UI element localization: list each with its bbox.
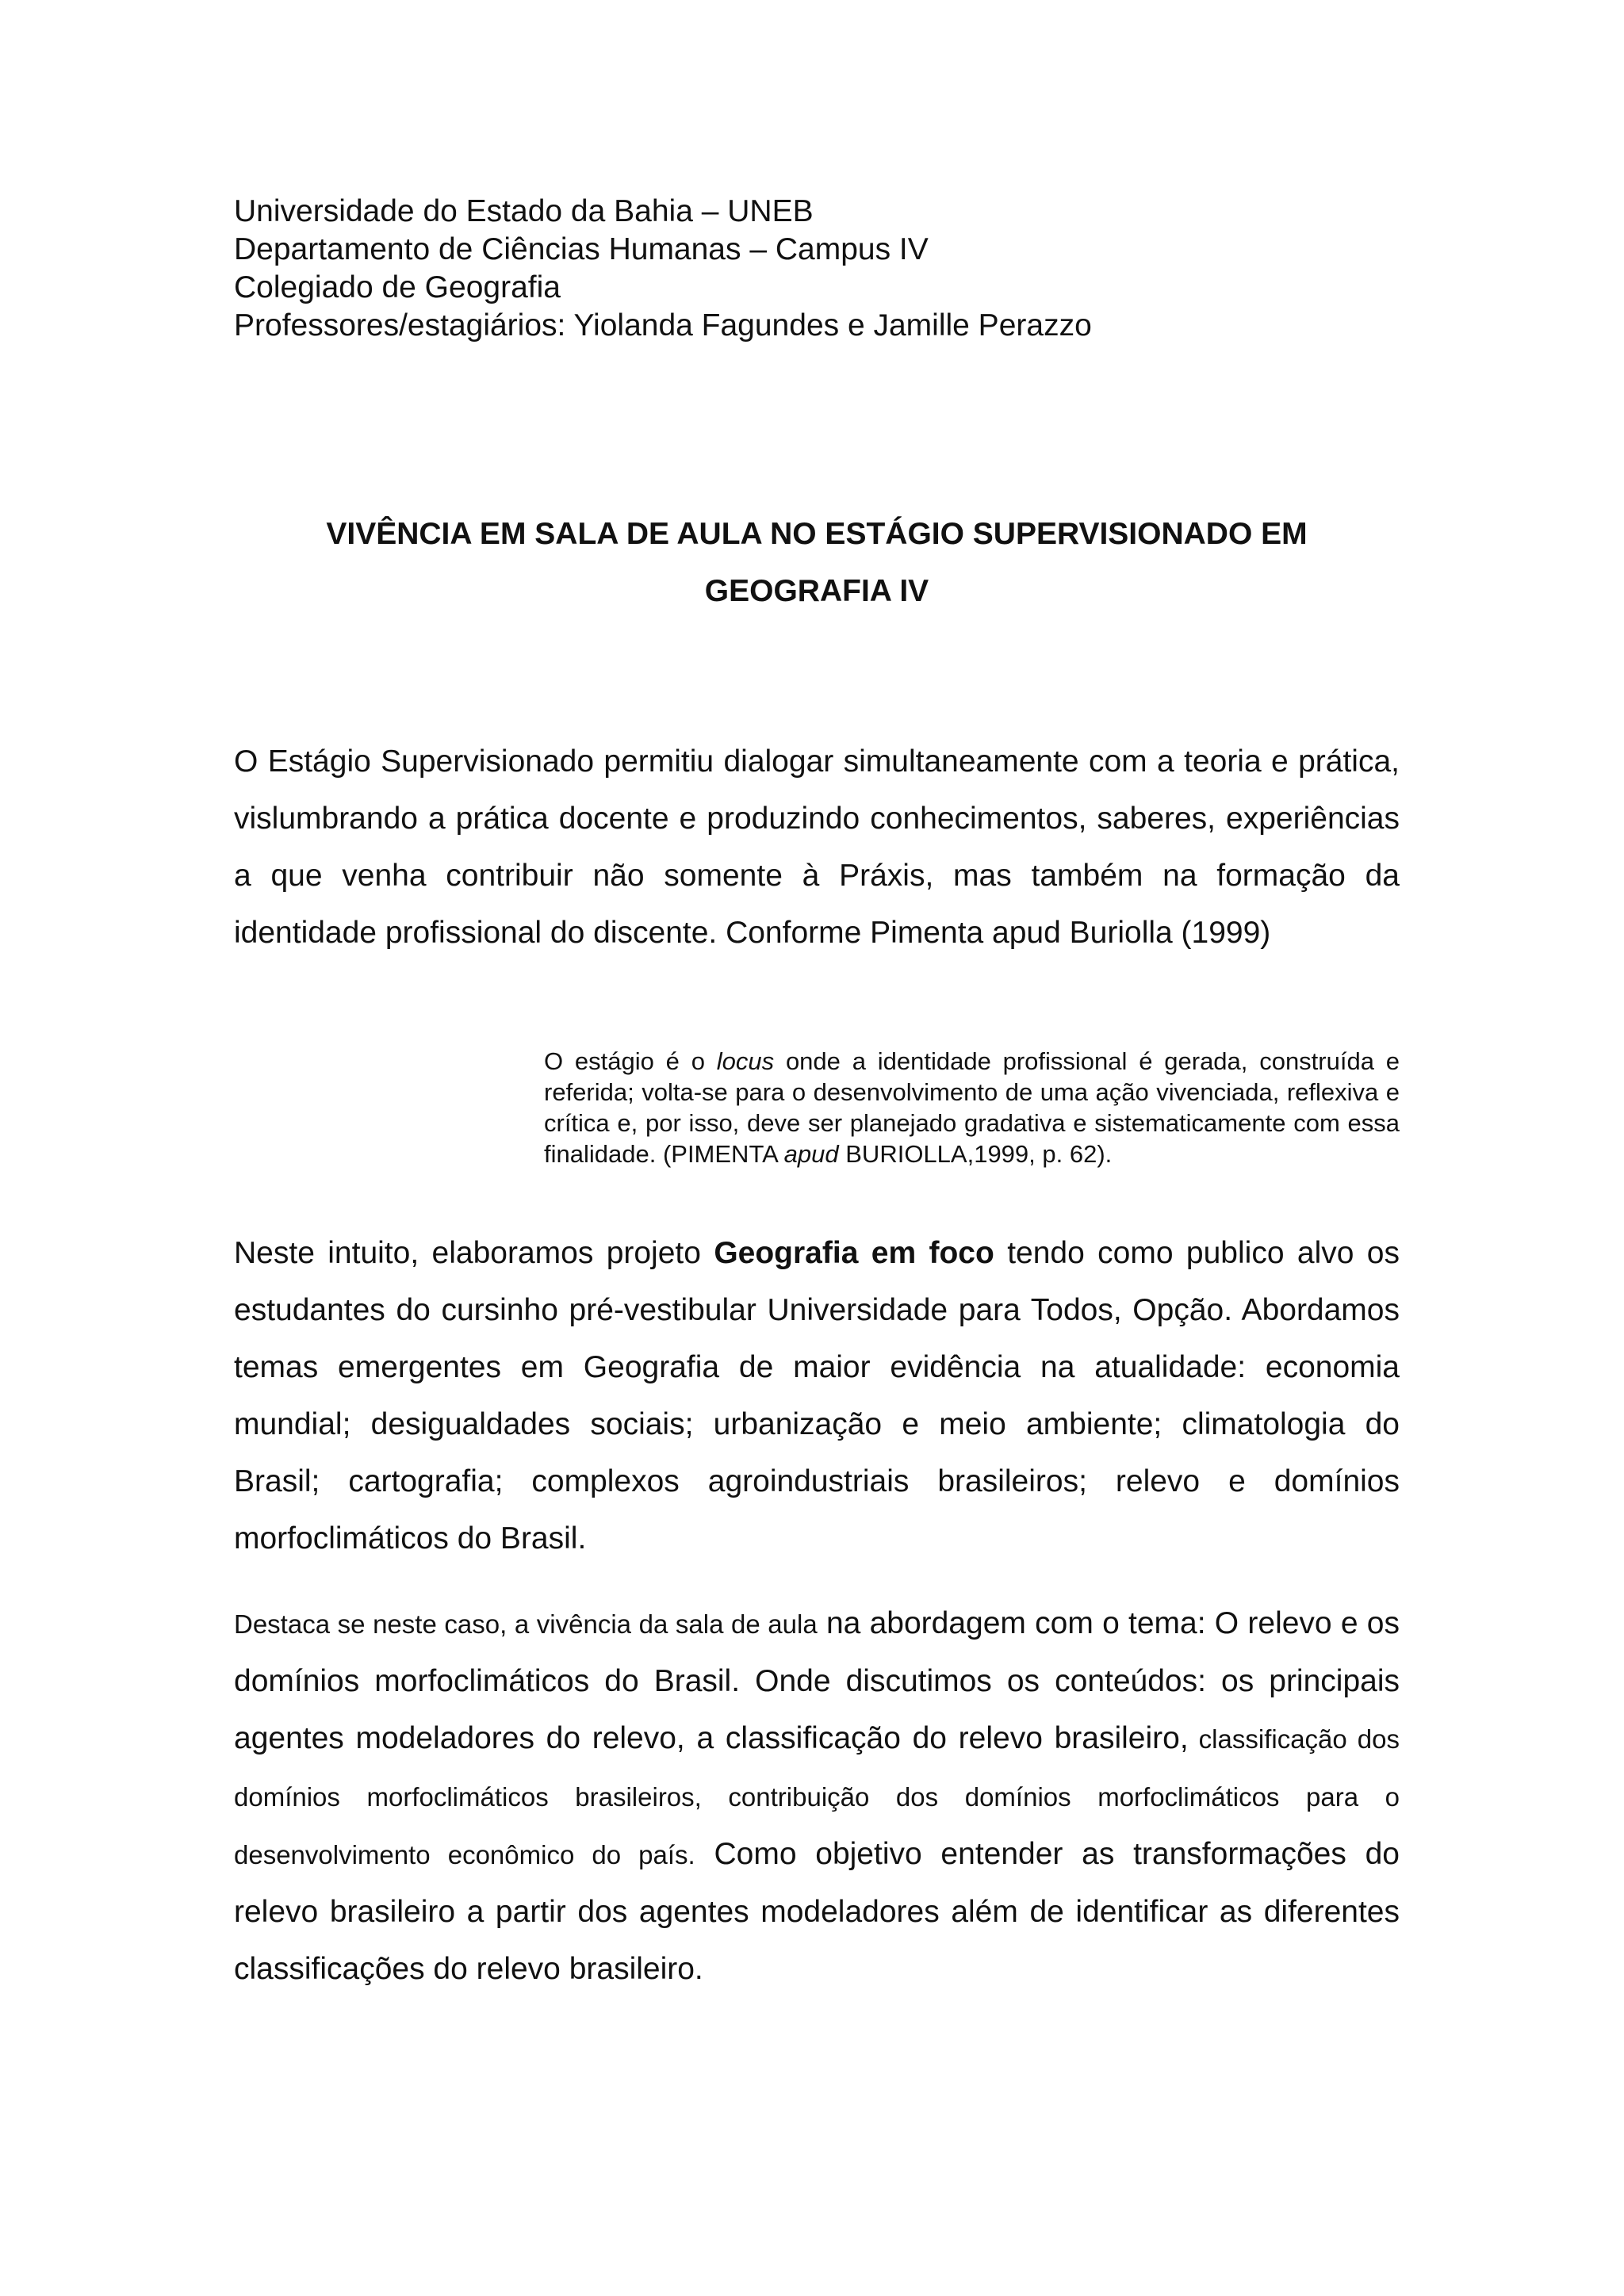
block-quote [544,1046,1400,1169]
institution-header [234,193,1423,345]
university-name: Universidade do Estado da Bahia – UNEB [234,194,814,228]
quote-locus: locus [716,1047,775,1075]
title-line-1: VIVÊNCIA EM SALA DE AULA NO ESTÁGIO SUPERVISIONADO EM [326,517,1308,551]
quote-text-end: BURIOLLA,1999, p. 62). [838,1140,1113,1168]
experience-text-3: classificação dos domínios morfoclimáticos brasileiros, contribuição dos domínios morfoclimáticos para o desenvolvimento econômico do país. [234,1724,1400,1869]
course-board: Colegiado de Geografia [234,270,561,304]
quote-text-start: O estágio é o [544,1047,717,1075]
experience-paragraph [234,1595,1400,1998]
title-line-2: GEOGRAFIA IV [704,574,929,608]
experience-text-1: Destaca se neste caso, a vivência da sala de aula [234,1609,818,1639]
project-name: Geografia em foco [714,1236,994,1270]
quote-apud: apud [783,1140,839,1168]
document-title [234,506,1400,620]
project-paragraph [234,1225,1400,1567]
experience-text-4: Como objetivo entender as transformações do relevo brasileiro a partir dos agentes modeladores além de identificar as diferentes classificações do relevo brasileiro. [234,1837,1400,1986]
project-text-end: tendo como publico alvo os estudantes do cursinho pré-vestibular Universidade para Todos, Opção. Abordamos temas emergentes em Geografia de maior evidência na atualidade: economia mundial; desigualdades sociais; urbanização e meio ambiente; climatologia do Brasil; cartografia; complexos agroindustriais brasileiros; relevo e domínios morfoclimáticos do Brasil. [234,1236,1400,1556]
project-text-start: Neste intuito, elaboramos projeto [234,1236,714,1270]
quote-text-middle: onde a identidade profissional é gerada, construída e referida; volta-se para o desenvolvimento de uma ação vivenciada, reflexiva e crítica e, por isso, deve ser planejado gradativa e sistematicamente com essa finalidade. (PIMENTA [544,1047,1400,1168]
department-name: Departamento de Ciências Humanas – Campus IV [234,232,929,266]
intro-paragraph: O Estágio Supervisionado permitiu dialogar simultaneamente com a teoria e prática, vislumbrando a prática docente e produzindo conhecimentos, saberes, experiências a que venha contribuir não somente à Práxis, mas também na formação da identidade profissional do discente. Conforme Pimenta apud Buriolla (1999) [234,744,1400,950]
authors: Professores/estagiários: Yiolanda Fagundes e Jamille Perazzo [234,308,1092,342]
experience-text-2: na abordagem com o tema: O relevo e os domínios morfoclimáticos do Brasil. Onde discutimos os conteúdos: os principais agentes modeladores do relevo, a classificação do relevo brasileiro, [234,1606,1400,1755]
